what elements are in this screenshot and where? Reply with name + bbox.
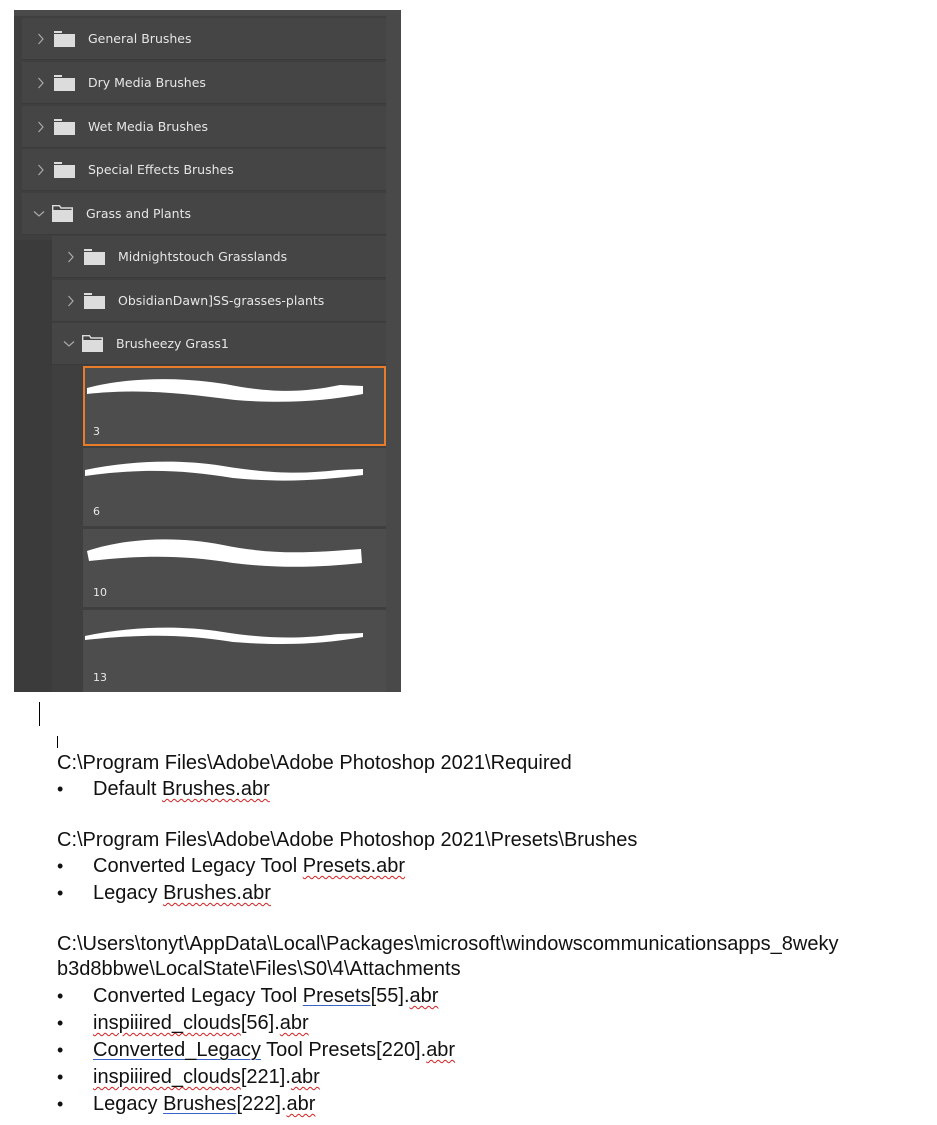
brush-group-general-brushes[interactable] — [22, 18, 386, 60]
folder-closed-icon — [54, 30, 76, 48]
folder-path: C:\Program Files\Adobe\Adobe Photoshop 2021\Presets\Brushes — [57, 829, 638, 851]
bullet-icon: • — [57, 1094, 64, 1114]
chevron-right-icon[interactable] — [34, 32, 48, 46]
brush-size-label: 3 — [93, 425, 100, 438]
text-cursor — [39, 702, 40, 726]
brush-stroke-preview — [83, 616, 383, 656]
folder-closed-icon — [54, 118, 76, 136]
spellcheck-flag: Presets.abr — [302, 855, 406, 877]
bullet-icon: • — [57, 1013, 64, 1033]
brush-size-label: 13 — [93, 671, 107, 684]
file-list-item: • Default Brushes.abr — [57, 778, 270, 800]
indent-gutter — [14, 240, 52, 692]
chevron-right-icon[interactable] — [64, 294, 78, 308]
brush-preset-3[interactable] — [83, 366, 386, 446]
chevron-right-icon[interactable] — [34, 120, 48, 134]
folder-closed-icon — [54, 161, 76, 179]
brush-group-grass-and-plants[interactable] — [22, 193, 386, 235]
bullet-icon: • — [57, 856, 64, 876]
spellcheck-flag: Brushes.abr — [161, 778, 270, 800]
brush-group-dry-media-brushes[interactable] — [22, 62, 386, 104]
brush-size-label: 6 — [93, 505, 100, 518]
panel-scrollbar[interactable] — [386, 16, 401, 692]
bullet-icon: • — [57, 986, 64, 1006]
brush-group-label: General Brushes — [88, 31, 192, 46]
brush-list — [14, 16, 386, 692]
brush-group-label: Wet Media Brushes — [88, 119, 208, 134]
file-list-item: • inspiiired_clouds[56].abr — [57, 1012, 309, 1034]
brush-group-wet-media-brushes[interactable] — [22, 106, 386, 148]
chevron-right-icon[interactable] — [34, 163, 48, 177]
brush-group-special-effects-brushes[interactable] — [22, 149, 386, 191]
brush-preset-10[interactable] — [83, 529, 386, 607]
file-list-item: • Converted_Legacy Tool Presets[220].abr — [57, 1039, 456, 1061]
bullet-icon: • — [57, 883, 64, 903]
brush-group-label: Special Effects Brushes — [88, 162, 234, 177]
folder-closed-icon — [54, 74, 76, 92]
folder-open-icon — [82, 335, 104, 353]
brush-group-brusheezy-grass1[interactable] — [52, 323, 386, 365]
file-list-item: • Converted Legacy Tool Presets.abr — [57, 855, 406, 877]
brush-group-label: ObsidianDawn]SS-grasses-plants — [118, 293, 325, 308]
grammar-flag: Brushes — [163, 1093, 237, 1115]
chevron-right-icon[interactable] — [64, 250, 78, 264]
spellcheck-flag: abr — [279, 1012, 309, 1034]
spellcheck-flag: abr — [409, 985, 439, 1007]
spellcheck-flag: abr — [426, 1039, 456, 1061]
chevron-down-icon[interactable] — [32, 207, 46, 221]
bullet-icon: • — [57, 779, 64, 799]
brushes-panel — [14, 10, 401, 692]
file-list-item: • inspiiired_clouds[221].abr — [57, 1066, 320, 1088]
brush-group-label: Midnightstouch Grasslands — [118, 249, 288, 264]
brush-group-obsidiandawn-grasses-plants[interactable] — [52, 280, 386, 322]
folder-path-continued: b3d8bbwe\LocalState\Files\S0\4\Attachments — [57, 958, 461, 980]
brush-group-label: Brusheezy Grass1 — [116, 336, 229, 351]
brush-preset-6[interactable] — [83, 448, 386, 526]
grammar-flag: Converted_Legacy — [93, 1039, 261, 1061]
brush-group-label: Grass and Plants — [86, 206, 191, 221]
folder-open-icon — [52, 205, 74, 223]
brush-group-midnightstouch-grasslands[interactable] — [52, 236, 386, 278]
folder-path: C:\Users\tonyt\AppData\Local\Packages\microsoft\windowscommunicationsapps_8weky — [57, 933, 839, 955]
brush-preset-13[interactable] — [83, 610, 386, 692]
spellcheck-flag: abr — [286, 1093, 316, 1115]
spellcheck-flag: inspiiired_clouds — [93, 1066, 241, 1088]
brush-stroke-preview — [83, 535, 383, 579]
bullet-icon: • — [57, 1067, 64, 1087]
folder-path: C:\Program Files\Adobe\Adobe Photoshop 2021\Required — [57, 752, 572, 774]
text-insertion-mark — [57, 736, 58, 748]
brush-stroke-preview — [83, 454, 383, 494]
file-list-item: • Legacy Brushes.abr — [57, 882, 271, 904]
folder-closed-icon — [84, 292, 106, 310]
grammar-flag: Presets — [302, 985, 371, 1007]
spellcheck-flag: abr — [290, 1066, 320, 1088]
spellcheck-flag: inspiiired_clouds — [93, 1012, 241, 1034]
indent-gutter-nested — [52, 372, 83, 692]
spellcheck-flag: Brushes.abr — [163, 882, 271, 904]
chevron-right-icon[interactable] — [34, 76, 48, 90]
folder-closed-icon — [84, 248, 106, 266]
brush-size-label: 10 — [93, 586, 107, 599]
file-list-item: • Converted Legacy Tool Presets[55].abr — [57, 985, 439, 1007]
brush-stroke-preview — [85, 374, 385, 414]
bullet-icon: • — [57, 1040, 64, 1060]
file-list-item: • Legacy Brushes[222].abr — [57, 1093, 316, 1115]
brush-group-label: Dry Media Brushes — [88, 75, 206, 90]
chevron-down-icon[interactable] — [62, 337, 76, 351]
document-body[interactable] — [0, 692, 937, 1125]
